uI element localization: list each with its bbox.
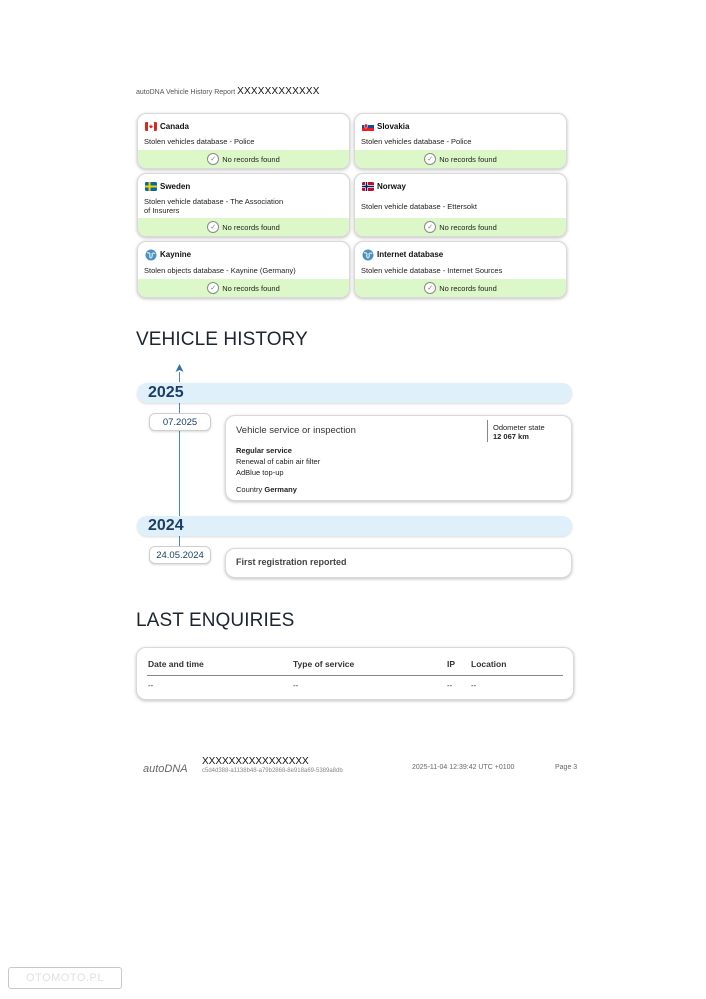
- sweden-flag-icon: [145, 182, 157, 191]
- vehicle-history-title: VEHICLE HISTORY: [136, 329, 308, 350]
- table-cell: --: [293, 681, 299, 690]
- database-result: [138, 150, 349, 168]
- page-number: Page 3: [555, 764, 578, 771]
- database-result: [138, 279, 349, 297]
- timeline-line: [179, 372, 180, 382]
- year-label: 2024: [148, 517, 184, 534]
- database-description: Stolen vehicle database - The Association of Insurers: [144, 197, 284, 215]
- header-divider: [147, 675, 563, 676]
- database-country: Kaynine: [160, 250, 192, 259]
- country-label: Country: [236, 485, 263, 494]
- database-description: Stolen vehicles database - Police: [144, 137, 255, 146]
- norway-flag-icon: [362, 182, 374, 191]
- database-result: [138, 218, 349, 236]
- check-circle-icon: ✓: [424, 153, 436, 165]
- table-cell: --: [148, 681, 154, 690]
- event-date: 07.2025: [149, 413, 211, 431]
- odometer-value: 12 067 km: [493, 432, 529, 441]
- event-date: 24.05.2024: [149, 546, 211, 564]
- report-header: [136, 86, 320, 97]
- result-text: No records found: [222, 283, 280, 293]
- database-country: Internet database: [377, 250, 444, 259]
- event-title: Vehicle service or inspection: [236, 425, 356, 436]
- check-circle-icon: ✓: [207, 153, 219, 165]
- database-result: [355, 279, 566, 297]
- check-circle-icon: ✓: [424, 221, 436, 233]
- database-card-canada: [137, 113, 350, 169]
- result-text: No records found: [222, 154, 280, 164]
- column-header-ip: IP: [447, 659, 456, 669]
- service-type: Regular service: [236, 446, 292, 455]
- service-item: AdBlue top-up: [236, 468, 284, 477]
- divider: [487, 420, 488, 442]
- result-text: No records found: [439, 154, 497, 164]
- year-label: 2025: [148, 384, 184, 401]
- globe-icon: [362, 249, 374, 261]
- table-cell: --: [447, 681, 453, 690]
- report-label: autoDNA Vehicle History Report: [136, 89, 236, 96]
- canada-flag-icon: [145, 122, 157, 131]
- service-item: Renewal of cabin air filter: [236, 457, 321, 466]
- database-country: Norway: [377, 182, 406, 191]
- event-title: First registration reported: [236, 557, 347, 567]
- database-description: Stolen vehicles database - Police: [361, 137, 472, 146]
- globe-icon: [145, 249, 157, 261]
- database-description: Stolen objects database - Kaynine (Germany): [144, 266, 296, 275]
- database-result: [355, 218, 566, 236]
- event-country: [236, 485, 297, 494]
- database-country: Sweden: [160, 182, 191, 191]
- check-circle-icon: ✓: [207, 282, 219, 294]
- database-result: [355, 150, 566, 168]
- event-card-registration: [225, 548, 572, 578]
- footer-hash: c5d4d388-a1138b48-a79b2868-8e918a69-5389a8db: [202, 768, 343, 774]
- country-value: Germany: [264, 485, 297, 494]
- watermark: OTOMOTO.PL: [8, 967, 122, 989]
- database-country: Slovakia: [377, 122, 410, 131]
- header-vin: XXXXXXXXXXXX: [237, 86, 320, 97]
- result-text: No records found: [439, 283, 497, 293]
- check-circle-icon: ✓: [424, 282, 436, 294]
- database-card-norway: [354, 173, 567, 237]
- database-card-kaynine: [137, 241, 350, 298]
- result-text: No records found: [439, 222, 497, 232]
- table-cell: --: [471, 681, 477, 690]
- database-description: Stolen vehicle database - Internet Sources: [361, 266, 503, 275]
- database-card-internet: [354, 241, 567, 298]
- result-text: No records found: [222, 222, 280, 232]
- last-enquiries-title: LAST ENQUIRIES: [136, 610, 295, 631]
- year-bar-2024: [137, 516, 572, 536]
- database-description: Stolen vehicle database - Ettersokt: [361, 202, 477, 211]
- slovakia-flag-icon: [362, 122, 374, 131]
- check-circle-icon: ✓: [207, 221, 219, 233]
- database-card-slovakia: [354, 113, 567, 169]
- database-card-sweden: [137, 173, 350, 237]
- database-country: Canada: [160, 122, 189, 131]
- year-bar-2025: [137, 383, 572, 403]
- column-header-location: Location: [471, 659, 507, 669]
- column-header-date: Date and time: [148, 659, 204, 669]
- footer-timestamp: 2025-11-04 12:39:42 UTC +0100: [412, 764, 515, 771]
- autodna-logo: autoDNA: [143, 763, 188, 775]
- column-header-service: Type of service: [293, 659, 355, 669]
- enquiries-table: [136, 647, 574, 700]
- odometer-label: Odometer state: [493, 423, 545, 432]
- footer-vin: XXXXXXXXXXXXXXXX: [202, 756, 309, 767]
- event-card-service: [225, 415, 572, 501]
